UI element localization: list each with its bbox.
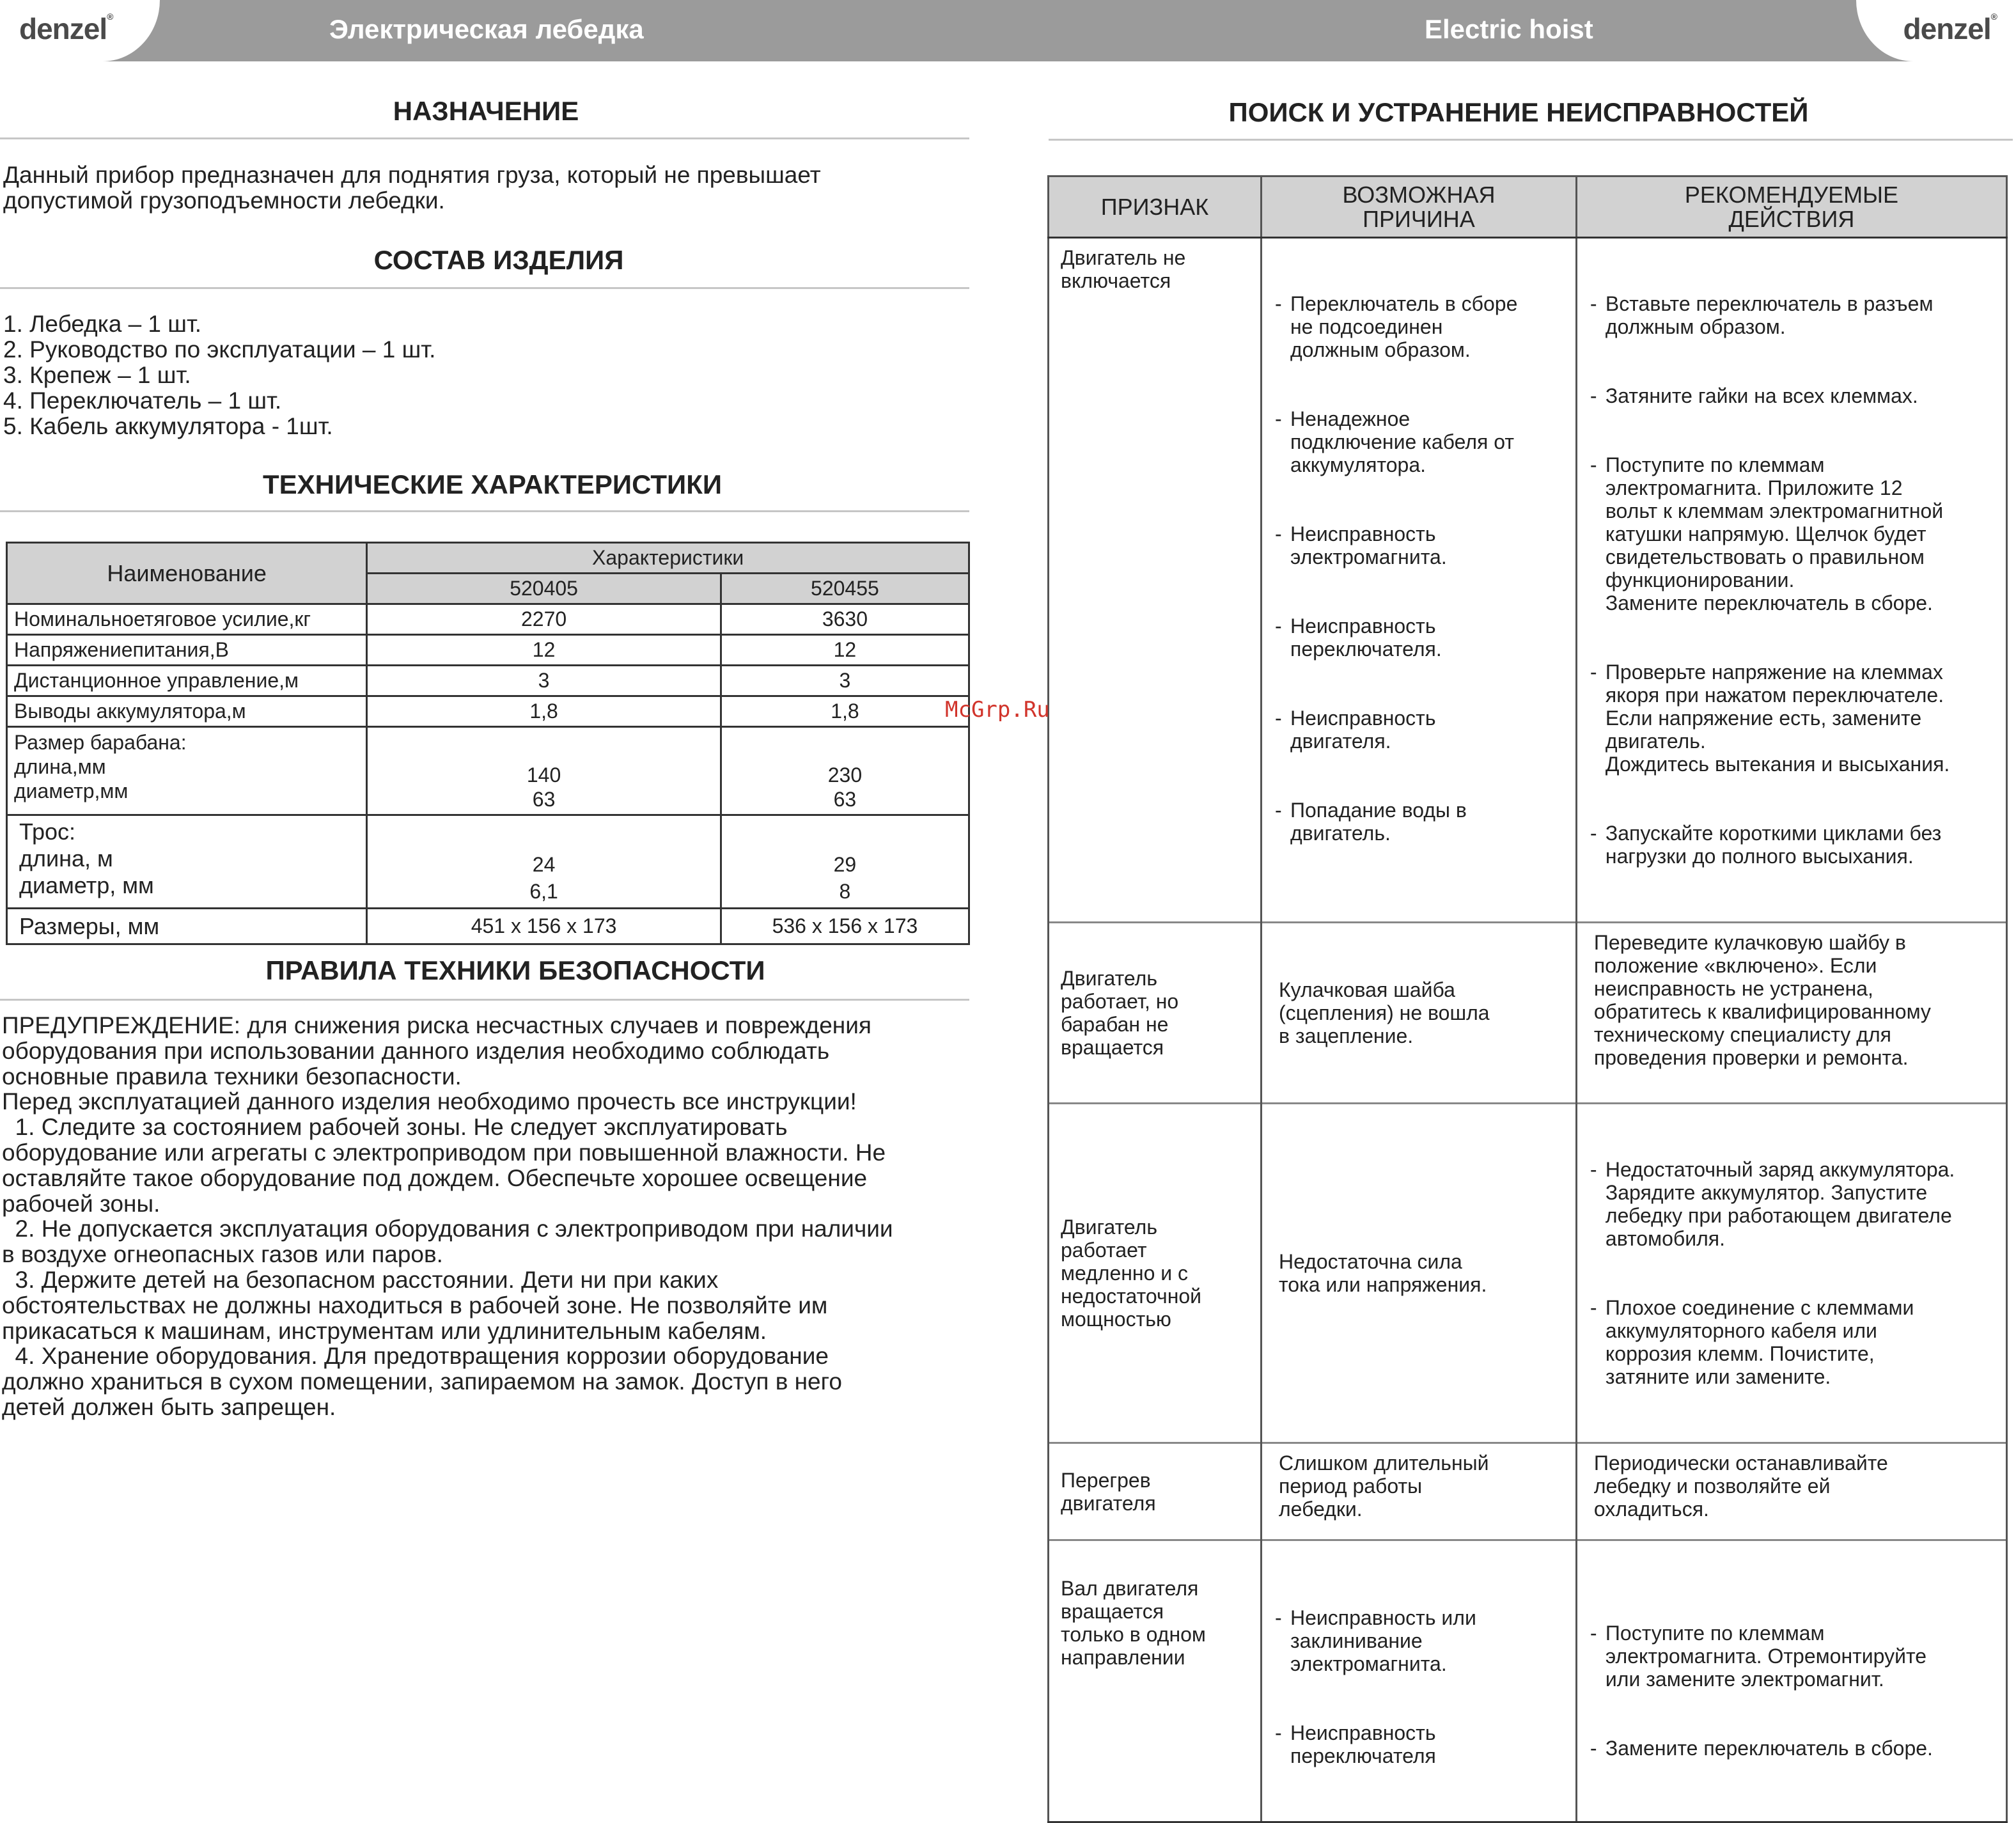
model-520405: 520405 xyxy=(367,574,721,604)
divider xyxy=(0,137,969,139)
header-title-right: Electric hoist xyxy=(1425,14,1593,44)
contents-item: 4. Переключатель – 1 шт. xyxy=(3,387,282,414)
watermark: McGrp.Ru xyxy=(945,697,1050,723)
table-row: Выводы аккумулятора,м 1,8 1,8 xyxy=(7,696,969,727)
brand-logo-right: denzel® xyxy=(1856,0,2016,61)
divider xyxy=(1049,139,2013,141)
table-row: Вал двигателя вращается только в одном направлении - Неисправность или заклинивание электромагнита. - Неисправность переключателя - Поступите по клеммам электромагнита. Отремонтируйте или замените электромагнит. - Замените переключатель в сборе. xyxy=(1049,1540,2007,1822)
safety-heading: ПРАВИЛА ТЕХНИКИ БЕЗОПАСНОСТИ xyxy=(265,955,765,985)
header-band xyxy=(0,0,2016,61)
troubleshooting-table xyxy=(1047,175,2008,1823)
purpose-text: Данный прибор предназначен для поднятия груза, который не превышает допустимой грузоподъемности лебедки. xyxy=(3,162,821,214)
contents-heading: СОСТАВ ИЗДЕЛИЯ xyxy=(373,245,624,275)
col-sign: ПРИЗНАК xyxy=(1049,176,1262,238)
specs-col-group: Характеристики xyxy=(367,543,969,574)
contents-item: 3. Крепеж – 1 шт. xyxy=(3,362,191,388)
table-row: Трос: длина, м диаметр, мм 24 6,1 29 8 xyxy=(7,815,969,909)
contents-list xyxy=(3,311,435,439)
troubleshooting-heading: ПОИСК И УСТРАНЕНИЕ НЕИСПРАВНОСТЕЙ xyxy=(1228,97,1809,127)
table-row: Номинальноетяговое усилие,кг 2270 3630 xyxy=(7,604,969,635)
table-row: Размеры, мм 451 х 156 х 173 536 х 156 х 173 xyxy=(7,909,969,944)
specs-col-name: Наименование xyxy=(7,543,367,604)
table-row: Дистанционное управление,м 3 3 xyxy=(7,666,969,696)
contents-item: 2. Руководство по эксплуатации – 1 шт. xyxy=(3,336,436,363)
col-cause: ВОЗМОЖНАЯ ПРИЧИНА xyxy=(1262,176,1577,238)
brand-logo-left: denzel® xyxy=(0,0,160,61)
divider xyxy=(0,999,969,1001)
logo-text: denzel xyxy=(1903,12,1991,45)
table-row: Двигатель не включается - Переключатель в сборе не подсоединен должным образом. - Ненадежное подключение кабеля от аккумулятора. - Неисправность электромагнита. - Неисправность переключателя. - Неисправность двигателя. - Попадание воды в двигатель. - Вставьте переключатель в разъем должным образом. - Затяните гайки на всех клеммах. - Поступите по клеммам электромагнита. Приложите 12 вольт к клеммам электромагнитной катушки напрямую. Щелчок будет свидетельствовать о правильном функционировании. Замените переключатель в сборе. - Проверьте напряжение на клеммах якоря при нажатом переключателе. Если напряжение есть, замените двигатель. Дождитесь вытекания и высыхания. - Запускайте короткими циклами без нагрузки до полного высыхания. xyxy=(1049,238,2007,923)
specs-heading: ТЕХНИЧЕСКИЕ ХАРАКТЕРИСТИКИ xyxy=(262,469,723,499)
specs-table xyxy=(6,542,970,945)
safety-text: ПРЕДУПРЕЖДЕНИЕ: для снижения риска несчастных случаев и повреждения оборудования при использовании данного изделия необходимо соблюдать основные правила техники безопасности. Перед эксплуатацией данного изделия необходимо прочесть все инструкции! 1. Следите за состоянием рабочей зоны. Не следует эксплуатировать оборудование или агрегаты с электроприводом при повышенной влажности. Не оставляйте такое оборудование под дождем. Обеспечьте хорошее освещение рабочей зоны. 2. Не допускается эксплуатация оборудования с электроприводом при наличии в воздухе огнеопасных газов или паров. 3. Держите детей на безопасном расстоянии. Дети ни при каких обстоятельствах не должны находиться в рабочей зоне. Не позволяйте им прикасаться к машинам, инструментам или удлинительным кабелям. 4. Хранение оборудования. Для предотвращения коррозии оборудование должно храниться в сухом помещении, запираемом на замок. Доступ в него детей должен быть запрещен. xyxy=(2,1012,893,1420)
table-row: Двигатель работает, но барабан не вращается Кулачковая шайба (сцепления) не вошла в зацепление. Переведите кулачковую шайбу в положение «включено». Если неисправность не устранена, обратитесь к квалифицированному техническому специалисту для проведения проверки и ремонта. xyxy=(1049,923,2007,1104)
purpose-heading: НАЗНАЧЕНИЕ xyxy=(393,96,579,126)
divider xyxy=(0,287,969,289)
logo-text: denzel xyxy=(19,12,107,45)
header-title-left: Электрическая лебедка xyxy=(329,14,644,44)
col-action: РЕКОМЕНДУЕМЫЕ ДЕЙСТВИЯ xyxy=(1576,176,2006,238)
model-520455: 520455 xyxy=(721,574,969,604)
table-row: Двигатель работает медленно и с недостаточной мощностью Недостаточна сила тока или напряжения. - Недостаточный заряд аккумулятора. Зарядите аккумулятор. Запустите лебедку при работающем двигателе автомобиля. - Плохое соединение с клеммами аккумуляторного кабеля или коррозия клемм. Почистите, затяните или замените. xyxy=(1049,1104,2007,1443)
table-row: Перегрев двигателя Слишком длительный период работы лебедки. Периодически останавливайте лебедку и позволяйте ей охладиться. xyxy=(1049,1443,2007,1540)
divider xyxy=(0,510,969,512)
table-row: Напряжениепитания,В 12 12 xyxy=(7,635,969,666)
table-row: Размер барабана: длина,мм диаметр,мм 140 63 230 63 xyxy=(7,727,969,815)
contents-item: 5. Кабель аккумулятора - 1шт. xyxy=(3,413,333,439)
contents-item: 1. Лебедка – 1 шт. xyxy=(3,311,202,337)
